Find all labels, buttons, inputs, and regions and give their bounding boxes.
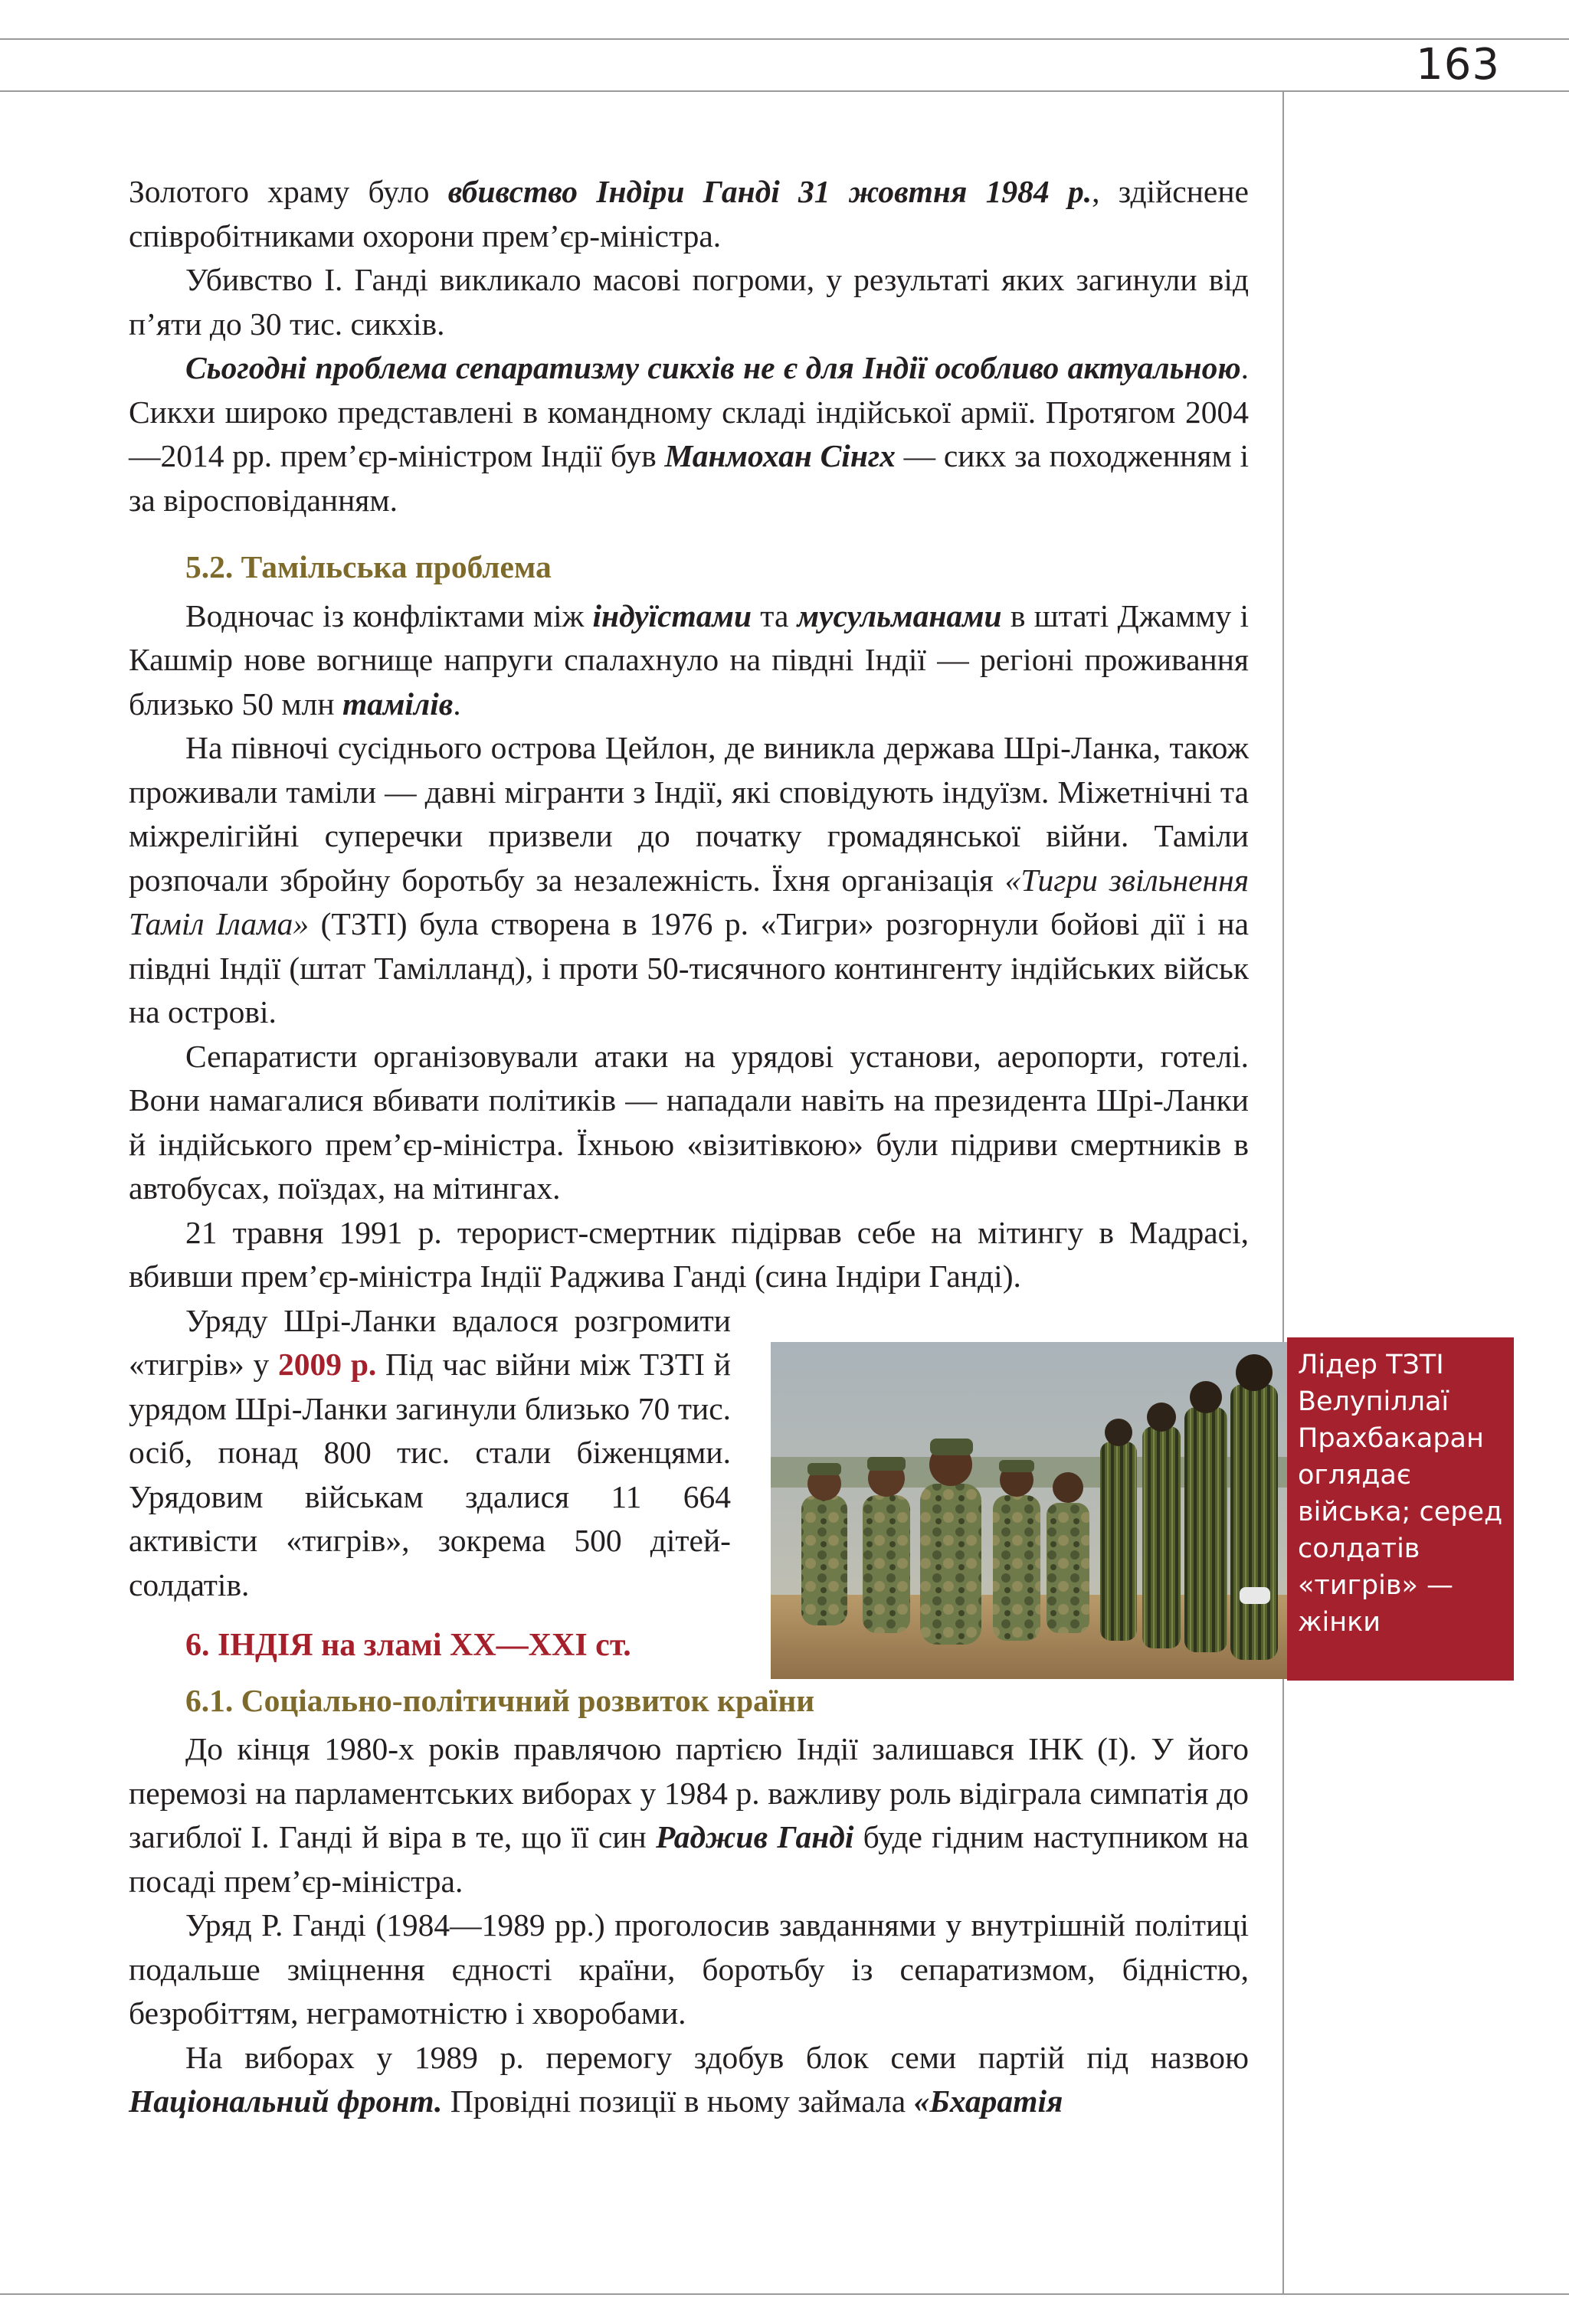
highlight-year: 2009 р. [278, 1347, 377, 1382]
paragraph: 21 травня 1991 р. терорист-смертник підірвав себе на мітингу в Мадрасі, вбивши прем’єр-міністра Індії Раджива Ганді (сина Індіри Ганді). [129, 1214, 1249, 1294]
emphasis: Раджив Ганді [655, 1819, 854, 1854]
paragraph: На виборах у 1989 р. перемогу здобув блок семи партій під назвою Національний фронт. Провідні позиції в ньому займала «Бхаратія [129, 2039, 1249, 2119]
margin-rule [1282, 90, 1284, 2293]
emphasis: Національний фронт. [129, 2083, 443, 2119]
emphasis: Манмохан Сінгх [664, 438, 896, 473]
photo-illustration [771, 1342, 1287, 1679]
paragraph: Уряду Шрі-Ланки вдалося розгромити «тигрів» у 2009 р. Під час війни між ТЗТІ й урядом Шрі-Ланки загинули близько 70 тис. осіб, понад 800 тис. стали біженцями. Урядовим військам здалися 11 664 активісти «тигрів», зокрема 500 дітей-солдатів. [129, 1302, 731, 1602]
main-text [129, 170, 1249, 2124]
header-rule [0, 90, 1569, 92]
paragraph: Сепаратисти організовували атаки на урядові установи, аеропорти, готелі. Вони намагалися вбивати політиків — нападали навіть на президента Шрі-Ланки й індійського прем’єр-міністра. Їхньою «візитівкою» були підриви смертників в автобусах, поїздах, на мітингах. [129, 1038, 1249, 1206]
section-heading-6-1: 6.1. Соціально-політичний розвиток країни [185, 1682, 815, 1718]
paragraph: На півночі сусіднього острова Цейлон, де виникла держава Шрі-Ланка, також проживали таміли — давні мігранти з Індії, які сповідують індуїзм. Міжетнічні та міжрелігійні суперечки призвели до початку громадянської війни. Таміли розпочали збройну боротьбу за незалежність. Їхня організація «Тигри звільнення Таміл Ілама» (ТЗТІ) була створена в 1976 р. «Тигри» розгорнули бойові дії і на півдні Індії (штат Тамілланд), і проти 50-тисячного контингенту індійських військ на острові. [129, 730, 1249, 1029]
emphasis: вбивство Індіри Ганді 31 жовтня 1984 р. [447, 174, 1092, 209]
paragraph: Золотого храму було вбивство Індіри Ганді 31 жовтня 1984 р., здійснене співробітниками охорони прем’єр-міністра. [129, 174, 1249, 254]
section-heading-5-2: 5.2. Тамільська проблема [185, 549, 552, 584]
page-number: 163 [1416, 40, 1500, 90]
photo-soldiers [771, 1342, 1287, 1679]
photo-caption: Лідер ТЗТІ Велупіллаї Прахбакаран оглядає війська; серед солдатів «тигрів» — жінки [1287, 1337, 1514, 1681]
emphasis: «Тигри звільнення Таміл Ілама» [129, 862, 1249, 941]
paragraph: Убивство І. Ганді викликало масові погроми, у результаті яких загинули від п’яти до 30 тис. сикхів. [129, 262, 1249, 342]
paragraph: До кінця 1980-х років правлячою партією Індії залишався ІНК (І). У його перемозі на парламентських виборах у 1984 р. важливу роль відіграла симпатія до загиблої І. Ганді й віра в те, що її син Раджив Ганді буде гідним наступником на посаді прем’єр-міністра. [129, 1731, 1249, 1899]
bottom-rule [0, 2293, 1569, 2295]
top-rule [0, 38, 1569, 40]
paragraph: Водночас із конфліктами між індуїстами та мусульманами в штаті Джамму і Кашмір нове вогнище напруги спалахнуло на півдні Індії — регіоні проживання близько 50 млн тамілів. [129, 597, 1249, 722]
emphasis: мусульманами [797, 597, 1002, 633]
section-heading-6: 6. ІНДІЯ на зламі ХХ—ХХІ ст. [185, 1628, 631, 1663]
paragraph: Уряд Р. Ганді (1984—1989 рр.) проголосив завданнями у внутрішній політиці подальше зміцнення єдності країни, боротьбу із сепаратизмом, бідністю, безробіттям, неграмотністю і хворобами. [129, 1907, 1249, 2031]
emphasis: індуїстами [592, 597, 752, 633]
paragraph: Сьогодні проблема сепаратизму сикхів не є для Індії особливо актуальною. Сикхи широко представлені в командному складі індійської армії. Протягом 2004—2014 рр. прем’єр-міністром Індії був Манмохан Сінгх — сикх за походженням і за віросповіданням. [129, 350, 1249, 518]
emphasis: «Бхаратія [913, 2083, 1063, 2119]
emphasis: Сьогодні проблема сепаратизму сикхів не є для Індії особливо актуальною [185, 350, 1241, 385]
emphasis: тамілів [342, 686, 454, 722]
